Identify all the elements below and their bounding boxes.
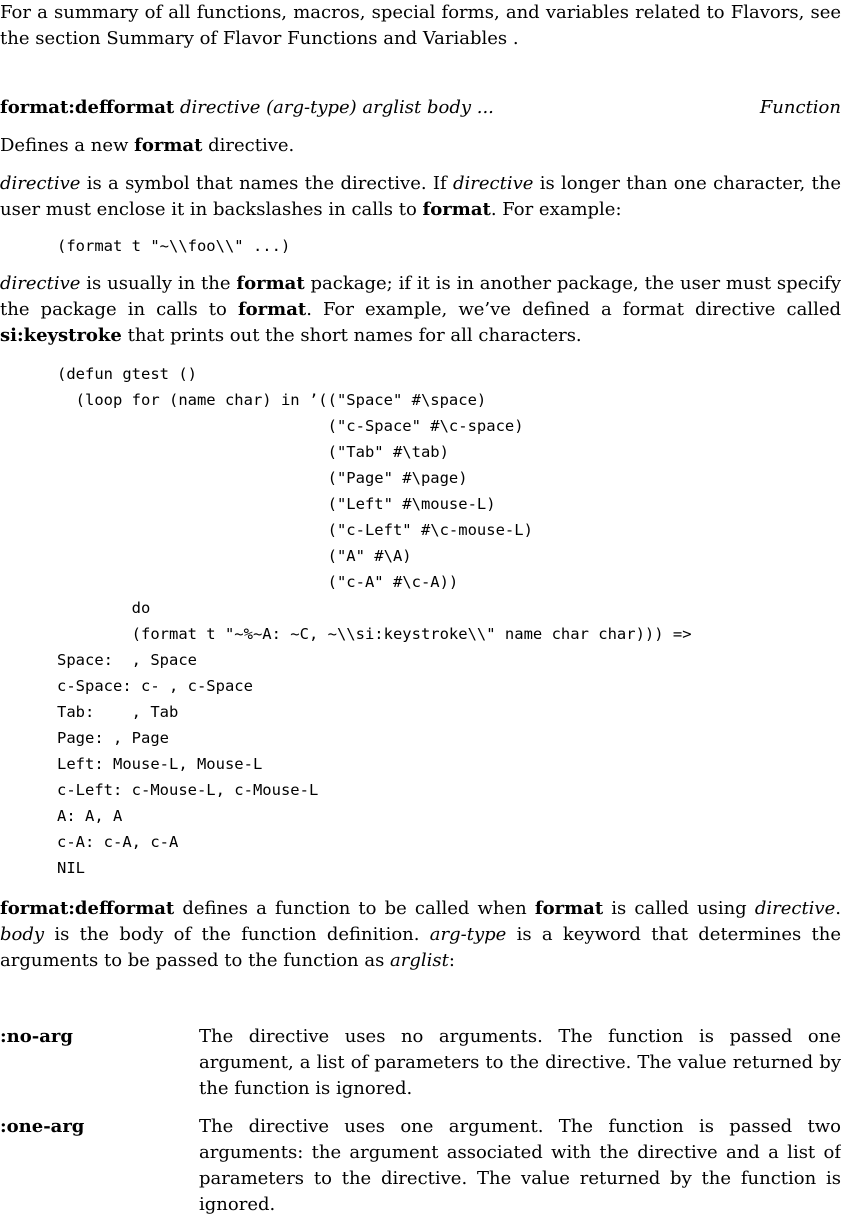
- definition-line: [0, 95, 841, 121]
- keyword-format: format: [134, 135, 203, 156]
- function-args: directive (arg-type) arglist body ...: [179, 97, 494, 118]
- arg-type-description: The directive uses one argument. The function is passed two arguments: the argument associated with the directive and a list of parameters to the directive. The value returned by the function is ignored.: [199, 1116, 841, 1215]
- text-run: :: [448, 950, 455, 971]
- arg-type-term: :one-arg: [0, 1116, 85, 1137]
- keyword-format: format: [236, 273, 305, 294]
- text-run: is a symbol that names the directive. If: [80, 173, 453, 194]
- intro-paragraph: For a summary of all functions, macros, special forms, and variables related to Flavors, see the section Summary of Flavor Functions and Variables .: [0, 2, 841, 49]
- text-run: defines a function to be called when: [174, 898, 535, 919]
- term-directive: directive: [0, 273, 81, 294]
- keyword-format: format: [534, 898, 604, 919]
- term-body: body: [0, 924, 45, 945]
- text-run: is called using: [603, 898, 755, 919]
- definition-type: Function: [759, 97, 841, 118]
- keyword-format: format: [422, 199, 491, 220]
- arg-type-term: :no-arg: [0, 1026, 73, 1047]
- text-run: Defines a new: [0, 135, 135, 156]
- arg-type-description: The directive uses no arguments. The function is passed one argument, a list of parameters to the directive. The value returned by the function is ignored.: [199, 1026, 841, 1099]
- text-run: .: [835, 898, 841, 919]
- text-run: is a keyword that determines the arguments to be passed to the function as: [0, 924, 841, 971]
- term-arglist: arglist: [390, 950, 449, 971]
- text-run: that prints out the short names for all characters.: [121, 325, 582, 346]
- text-run: is usually in the: [80, 273, 237, 294]
- function-name: format:defformat: [0, 898, 175, 919]
- defformat-paragraph: [0, 896, 841, 974]
- text-run: . For example:: [490, 199, 622, 220]
- code-example-2: (defun gtest () (loop for (name char) in ’(("Space" #\space) ("c-Space" #\c-space) ("Tab" #\tab) ("Page" #\page) ("Left" #\mouse-L) ("c-Left" #\c-mouse-L) ("A" #\A) ("c-A" #\c-A)) do (format t "~%~A: ~C, ~\\si:keystroke\\" name char char))) => Space: , Space c-Space: c- , c-Space Tab: , Tab Page: , Page Left: Mouse-L, Mouse-L c-Left: c-Mouse-L, c-Mouse-L A: A, A c-A: c-A, c-A NIL: [57, 365, 692, 877]
- text-run: directive.: [202, 135, 295, 156]
- keyword-format: format: [237, 299, 307, 320]
- function-name: format:defformat: [0, 97, 175, 118]
- term-directive: directive: [452, 173, 534, 194]
- defines-paragraph: [0, 133, 841, 159]
- text-run: is the body of the function definition.: [44, 924, 430, 945]
- term-directive: directive: [754, 898, 836, 919]
- directive-paragraph: [0, 171, 841, 223]
- text-run: package; if it is in another package, the user must specify the package in calls to: [0, 273, 841, 320]
- keyword-si-keystroke: si:keystroke: [0, 325, 122, 346]
- term-directive: directive: [0, 173, 81, 194]
- text-run: is longer than one character, the user must enclose it in backslashes in calls to: [0, 173, 841, 220]
- term-arg-type: arg-type: [429, 924, 507, 945]
- code-example-1: (format t "~\\foo\\" ...): [57, 237, 291, 255]
- package-paragraph: [0, 271, 841, 349]
- text-run: . For example, we’ve defined a format directive called: [306, 299, 841, 320]
